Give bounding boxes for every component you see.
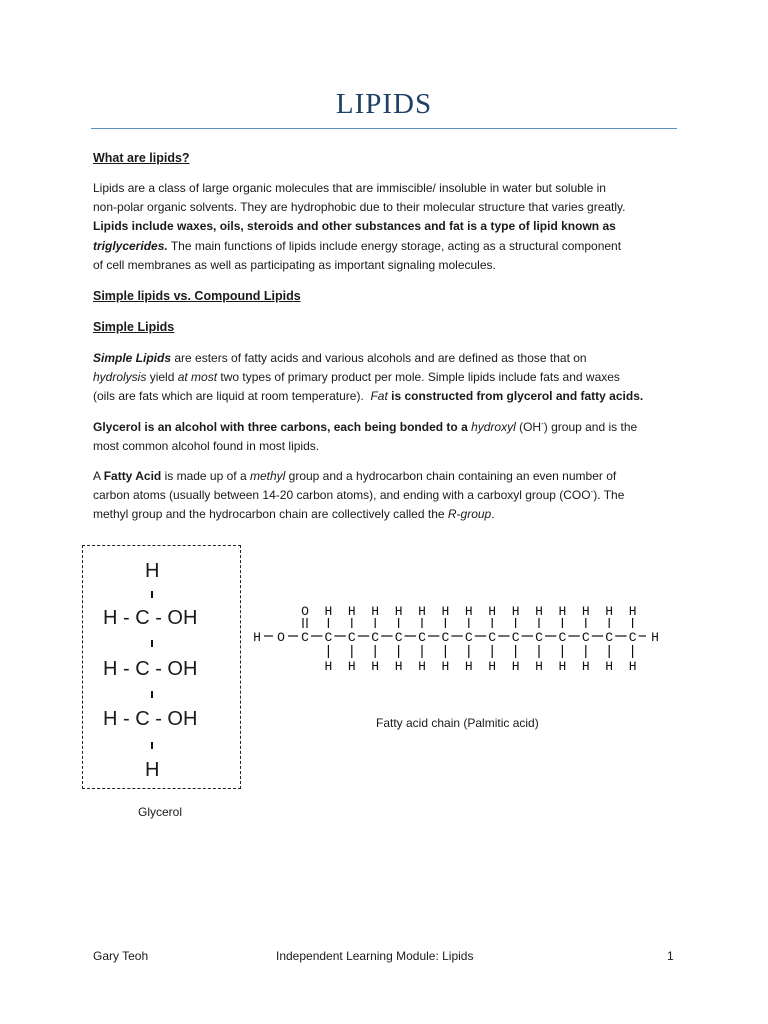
hydrogen-atom: H [628,659,637,674]
carbon-atom: C [581,630,590,645]
hydrogen-atom: H [488,604,497,619]
glycerol-caption: Glycerol [138,805,183,819]
carbon-atom: C [628,630,637,645]
hydrogen-atom: H [628,604,637,619]
carbon-atom: C [394,630,403,645]
bond-line [151,640,153,647]
hydrogen-atom: H [347,659,356,674]
r-group-term: R-group [447,507,492,522]
text-line [93,217,693,236]
text-line [93,368,693,387]
text-fragment: A [93,469,104,483]
hydrogen-atom: H [324,604,333,619]
superscript: - [541,419,544,428]
text-fragment: ) group and is the [543,420,638,434]
footer-module-title: Independent Learning Module: Lipids [276,949,474,963]
hydrogen-atom: H [581,604,590,619]
text-line [93,486,693,505]
text-line: Lipids are a class of large organic molecules that are immiscible/ insoluble in water but soluble in [93,181,606,195]
text-fragment: ). The [593,488,625,503]
glycerol-bottom-hydrogen: H [145,759,160,781]
hydrogen-atom: H [394,659,403,674]
text-line [93,387,693,406]
hydroxyl-hydrogen: H [253,630,261,645]
glycerol-definition: Glycerol is an alcohol with three carbons, each being bonded to a [93,420,472,434]
text-fragment: (oils are fats which are liquid at room temperature). [93,389,371,404]
fatty-acid-term: Fatty Acid [103,469,162,483]
carbon-atom: C [441,630,450,645]
carbon-atom: C [418,630,426,645]
hydrogen-atom: H [324,659,333,674]
hydroxyl-term: hydroxyl [471,420,516,434]
terminal-hydrogen: H [651,630,659,645]
text-line [93,467,693,486]
paragraph-glycerol [93,418,693,456]
hydrogen-atom: H [441,659,450,674]
hydrogen-atom: H [488,659,497,674]
hydrogen-atom: H [605,659,614,674]
hydrogen-atom: H [464,659,473,674]
hydrogen-atom: H [347,604,356,619]
triglycerides-term [93,239,168,253]
bond-line [151,691,153,698]
palmitic-acid-structure [250,598,710,678]
carbon-atom: C [347,630,356,645]
carbon-atom: C [558,630,567,645]
hydrogen-atom: H [558,604,567,619]
heading-simple-vs-compound: Simple lipids vs. Compound Lipids [93,289,301,303]
page-title: LIPIDS [335,88,433,120]
text-fragment: two types of primary product per mole. Simple lipids include fats and waxes [217,370,620,385]
bold-text: Lipids include waxes, oils, steroids and other substances and fat is a type of lipid known as [93,219,616,234]
hydrogen-atom: H [371,604,380,619]
text-fragment: group and a hydrocarbon chain containing an even number of [285,469,617,483]
paragraph-fatty-acid [93,467,693,525]
text-line: non-polar organic solvents. They are hydrophobic due to their molecular structure that varies greatly. [93,200,626,215]
text-fragment: is made up of a [161,469,250,483]
text-fragment: are esters of fatty acids and various alcohols and are defined as those that on [171,351,587,365]
hydrogen-atom: H [511,659,520,674]
carbon-atom: C [488,630,497,645]
text-line: most common alcohol found in most lipids. [93,439,320,454]
at-most-term: at most [177,370,218,385]
fatty-acid-caption: Fatty acid chain (Palmitic acid) [376,716,539,730]
glycerol-row-2: H - C - OH [103,658,198,680]
carbon-atom: C [301,630,309,645]
footer-page-number: 1 [667,949,674,963]
carbon-atom: C [324,630,333,645]
text-line [93,418,693,437]
text-fragment: methyl group and the hydrocarbon chain are collectively called the [93,507,448,522]
carbon-atom: C [371,630,380,645]
carbon-atom: C [535,630,543,645]
hydrogen-atom: H [418,659,426,674]
italic-term: Simple Lipids [93,351,172,365]
glycerol-structure-box [82,545,241,789]
title-divider [91,128,677,129]
text-line: of cell membranes as well as participating as important signaling molecules. [93,257,496,272]
hydrogen-atom: H [394,604,403,619]
text-fragment: . [491,507,495,522]
text-line [93,237,693,256]
hydrogen-atom: H [581,659,590,674]
bond-line [151,742,153,749]
superscript: - [590,487,594,497]
carbon-atom: C [511,630,520,645]
italic-term: triglycerides. [93,238,168,253]
text-fragment: (OH [515,420,542,434]
methyl-term: methyl [249,469,286,483]
bold-text: is constructed from glycerol and fatty acids. [387,389,644,404]
text-fragment: carbon atoms (usually between 14-20 carbon atoms), and ending with a carboxyl group (COO [93,488,591,503]
paragraph-lipids-intro [93,179,693,275]
hydrogen-atom: H [605,604,614,619]
simple-lipids-term [93,351,171,365]
text-fragment: The main functions of lipids include energy storage, acting as a structural component [167,238,622,253]
text-fragment: yield [146,370,178,385]
footer-author: Gary Teoh [93,949,149,963]
hydrogen-atom: H [535,659,543,674]
glycerol-row-1: H - C - OH [103,607,198,629]
heading-what-are-lipids: What are lipids? [93,151,190,165]
hydrogen-atom: H [418,604,426,619]
text-line [93,349,693,368]
hydroxyl-oxygen: O [277,630,285,645]
subheading-simple-lipids: Simple Lipids [93,320,175,334]
hydrogen-atom: H [371,659,380,674]
hydrogen-atom: H [441,604,450,619]
paragraph-simple-lipids [93,349,693,407]
fat-term: Fat [370,389,388,404]
text-line [93,505,693,524]
carbon-atom: C [464,630,473,645]
bond-line [151,591,153,598]
hydrogen-atom: H [558,659,567,674]
glycerol-row-3: H - C - OH [103,708,198,730]
hydrogen-atom: H [464,604,473,619]
glycerol-top-hydrogen: H [145,560,160,582]
hydrolysis-term: hydrolysis [93,370,147,385]
carbonyl-oxygen: O [301,604,309,619]
hydrogen-atom: H [535,604,543,619]
carbon-atom: C [605,630,614,645]
hydrogen-atom: H [511,604,520,619]
